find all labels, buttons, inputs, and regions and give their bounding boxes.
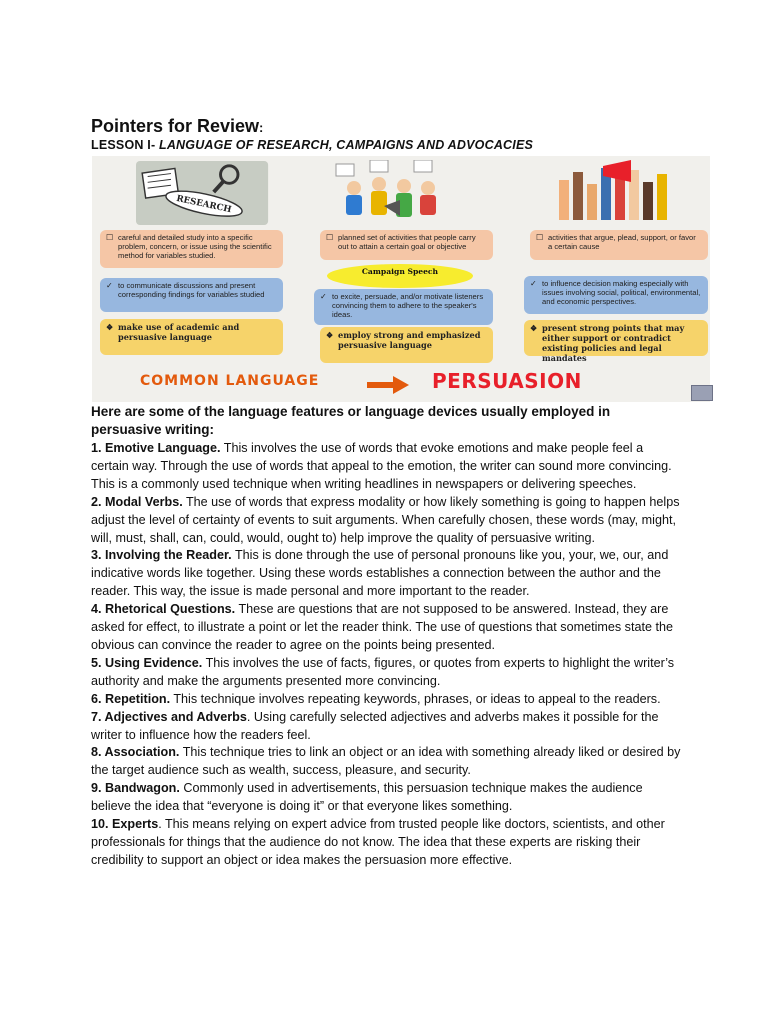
item-number: 3. <box>91 548 106 563</box>
advocacy-language: ❖ present strong points that may either support or contradict existing policies and legal mandates <box>524 320 708 356</box>
item-description: These are questions that are not supposed to be answered. Instead, they are asked for effect, to illustrate a point or let the reader think. The use of questions that sometimes state the obvious can convince the reader to agree on the points being presented. <box>91 602 673 652</box>
campaign-language: ❖ employ strong and emphasized persuasive language <box>320 327 493 363</box>
intro-paragraph: Here are some of the language features or language devices usually employed in persuasive writing: <box>91 404 611 437</box>
item-description: . Using carefully selected adjectives and adverbs makes it possible for the writer to influence how the readers feel. <box>91 709 659 742</box>
list-item <box>91 709 681 745</box>
item-description: Commonly used in advertisements, this persuasion technique makes the audience believe the idea that “everyone is doing it” or that everyone likes something. <box>91 781 643 814</box>
image-thumbnail-icon[interactable] <box>691 385 713 401</box>
research-image-label: RESEARCH <box>175 193 233 216</box>
infographic <box>92 156 710 402</box>
item-term: Bandwagon. <box>105 781 180 796</box>
research-illustration <box>136 160 272 226</box>
campaign-purpose: ✓ to excite, persuade, and/or motivate listeners convincing them to adhere to the speaker's ideas. <box>314 289 493 325</box>
research-definition: ☐ careful and detailed study into a specific problem, concern, or issue using the scientific method for variables studied. <box>100 230 283 268</box>
advocacy-definition: ☐ activities that argue, plead, support, or favor a certain cause <box>530 230 708 260</box>
item-term: Involving the Reader. <box>105 548 232 563</box>
item-number: 4. <box>91 602 106 617</box>
item-number: 1. <box>91 441 106 455</box>
item-number: 8. <box>91 745 105 760</box>
campaign-column <box>314 156 504 366</box>
item-number: 2. <box>91 494 106 509</box>
lesson-heading: LESSON I- LANGUAGE OF RESEARCH, CAMPAIGNS AND ADVOCACIES <box>91 138 534 152</box>
list-item <box>91 780 681 816</box>
item-description: This involves the use of words that evoke emotions and make people feel a certain way. Through the use of words that appeal to the emotion, the writer can sound more convincing. This is a commonly used technique when writing headlines in newspapers or delivering speeches. <box>91 441 672 491</box>
advocacy-purpose: ✓ to influence decision making especially with issues involving social, political, environmental, and economic perspectives. <box>524 276 708 314</box>
item-description: . This means relying on expert advice from trusted people like doctors, scientists, and other professionals for things that the audience do not know. The idea that these experts are risking their credibility to support an object or idea makes the persuasion more effective. <box>91 817 665 867</box>
campaign-speech-label: Campaign Speech <box>327 264 473 288</box>
item-term: Modal Verbs. <box>105 494 183 509</box>
item-description: This technique tries to link an object or an idea with something already liked or desired by the target audience such as wealth, success, pleasure, and security. <box>91 745 681 778</box>
item-description: The use of words that express modality or how likely something is going to happen helps adjust the level of certainty of events to suit arguments. When carefully chosen, these words (may, might, will, must, shall, can, could, would, ought to) help improve the quality of persuasive writing. <box>91 494 680 545</box>
item-term: Emotive Language. <box>105 441 221 455</box>
item-number: 9. <box>91 781 106 796</box>
common-language-label: COMMON LANGUAGE <box>140 373 320 389</box>
item-term: Repetition. <box>105 691 171 706</box>
list-item <box>91 816 681 870</box>
campaign-definition: ☐ planned set of activities that people carry out to attain a certain goal or objective <box>320 230 493 260</box>
arrow-right-icon <box>367 376 409 394</box>
advocacy-column <box>524 156 710 366</box>
campaign-illustration <box>324 160 464 226</box>
document-body <box>91 403 681 870</box>
advocacy-illustration <box>549 160 689 226</box>
item-number: 7. <box>91 709 105 724</box>
list-item <box>91 440 681 494</box>
list-item <box>91 655 681 691</box>
item-description: This involves the use of facts, figures, or quotes from experts to highlight the writer’s authority and make the arguments presented more convincing. <box>91 655 675 688</box>
item-number: 10. <box>91 817 113 832</box>
item-description: This is done through the use of personal pronouns like you, your, we, our, and indicative words like together. Using these words establishes a connection between the author and the reader. This way, the issue is made personal and more important to the reader. <box>91 548 669 599</box>
persuasion-label: PERSUASION <box>432 369 582 393</box>
list-item <box>91 494 681 548</box>
page-title: Pointers for Review: <box>91 116 264 136</box>
research-column <box>94 156 284 366</box>
research-purpose: ✓ to communicate discussions and present corresponding findings for variables studied <box>100 278 283 312</box>
item-term: Adjectives and Adverbs <box>104 709 247 724</box>
item-term: Experts <box>112 817 159 832</box>
item-number: 5. <box>91 655 106 670</box>
language-features-list <box>91 440 681 870</box>
list-item <box>91 691 681 709</box>
item-number: 6. <box>91 691 106 706</box>
item-term: Using Evidence. <box>105 655 203 670</box>
research-language: ❖ make use of academic and persuasive language <box>100 319 283 355</box>
item-term: Association. <box>104 745 180 760</box>
list-item <box>91 601 681 655</box>
list-item <box>91 744 681 780</box>
list-item <box>91 547 681 601</box>
item-description: This technique involves repeating keywords, phrases, or ideas to appeal to the readers. <box>170 691 661 706</box>
item-term: Rhetorical Questions. <box>105 602 236 617</box>
